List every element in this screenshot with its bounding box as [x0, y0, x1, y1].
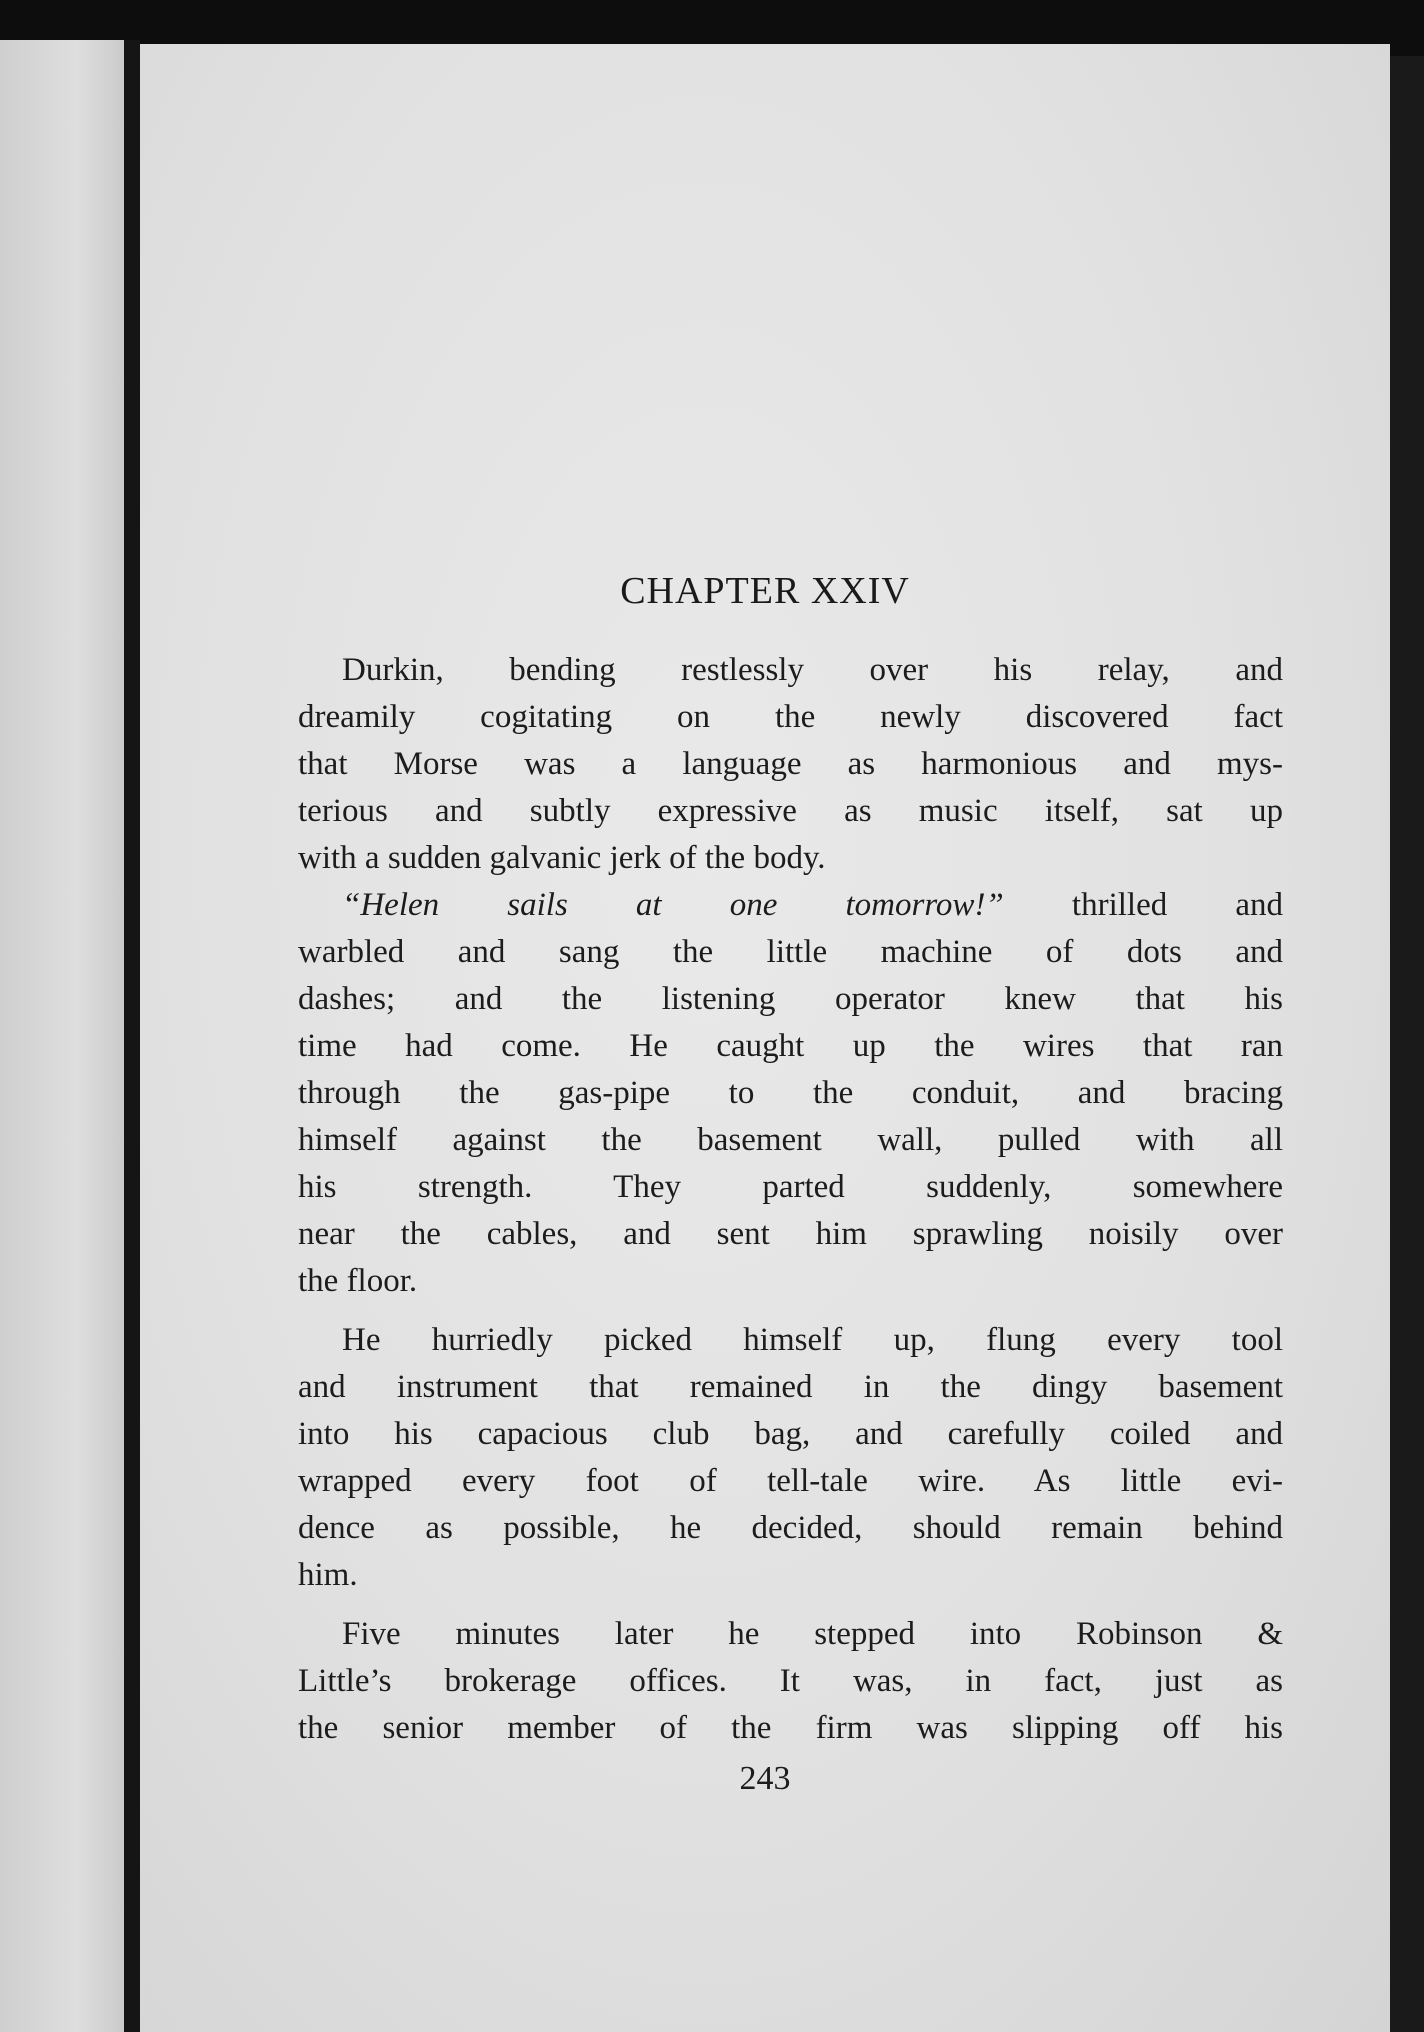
text-line: terious and subtly expressive as music itself, sat up — [298, 793, 1283, 829]
text-line: Durkin, bending restlessly over his relay, and — [342, 652, 1283, 688]
text-line: with a sudden galvanic jerk of the body. — [298, 840, 826, 876]
text-line: time had come. He caught up the wires that ran — [298, 1028, 1283, 1064]
text-line: dence as possible, he decided, should remain behind — [298, 1510, 1283, 1546]
body-text — [298, 647, 1283, 1752]
text-line — [298, 882, 1283, 929]
text-line: into his capacious club bag, and carefully coiled and — [298, 1416, 1283, 1452]
book-page — [140, 44, 1390, 2032]
text-line: Little’s brokerage offices. It was, in fact, just as — [298, 1663, 1283, 1699]
facing-page-edge — [0, 40, 128, 2032]
text-line: that Morse was a language as harmonious and mys- — [298, 746, 1283, 782]
page-edge-right — [1390, 56, 1424, 2032]
paragraph — [298, 647, 1283, 882]
text-line: near the cables, and sent him sprawling noisily over — [298, 1216, 1283, 1252]
text-line: his strength. They parted suddenly, somewhere — [298, 1169, 1283, 1205]
paragraph-gap — [298, 1599, 1283, 1611]
text-line: dashes; and the listening operator knew that his — [298, 981, 1283, 1017]
text-line: through the gas-pipe to the conduit, and bracing — [298, 1075, 1283, 1111]
paragraph — [298, 1317, 1283, 1599]
text-line: him. — [298, 1557, 358, 1593]
page-number: 243 — [739, 1760, 791, 1797]
text-line: He hurriedly picked himself up, flung every tool — [342, 1322, 1283, 1358]
text-line: warbled and sang the little machine of dots and — [298, 934, 1283, 970]
text-line: the floor. — [298, 1263, 418, 1299]
text-line: himself against the basement wall, pulled with all — [298, 1122, 1283, 1158]
text-line: the senior member of the firm was slipping off his — [298, 1710, 1283, 1746]
text-fragment: thrilled and — [1071, 887, 1284, 923]
quoted-message: “Helen sails at one tomorrow!” — [342, 887, 1004, 923]
paragraph — [298, 1611, 1283, 1752]
book-gutter — [124, 40, 140, 2032]
chapter-title: CHAPTER XXIV — [620, 570, 910, 612]
text-line: and instrument that remained in the dingy basement — [298, 1369, 1283, 1405]
paragraph — [298, 882, 1283, 1305]
text-line: dreamily cogitating on the newly discovered fact — [298, 699, 1283, 735]
text-line: wrapped every foot of tell-tale wire. As little evi- — [298, 1463, 1283, 1499]
text-line: Five minutes later he stepped into Robinson & — [342, 1616, 1283, 1652]
paragraph-gap — [298, 1305, 1283, 1317]
